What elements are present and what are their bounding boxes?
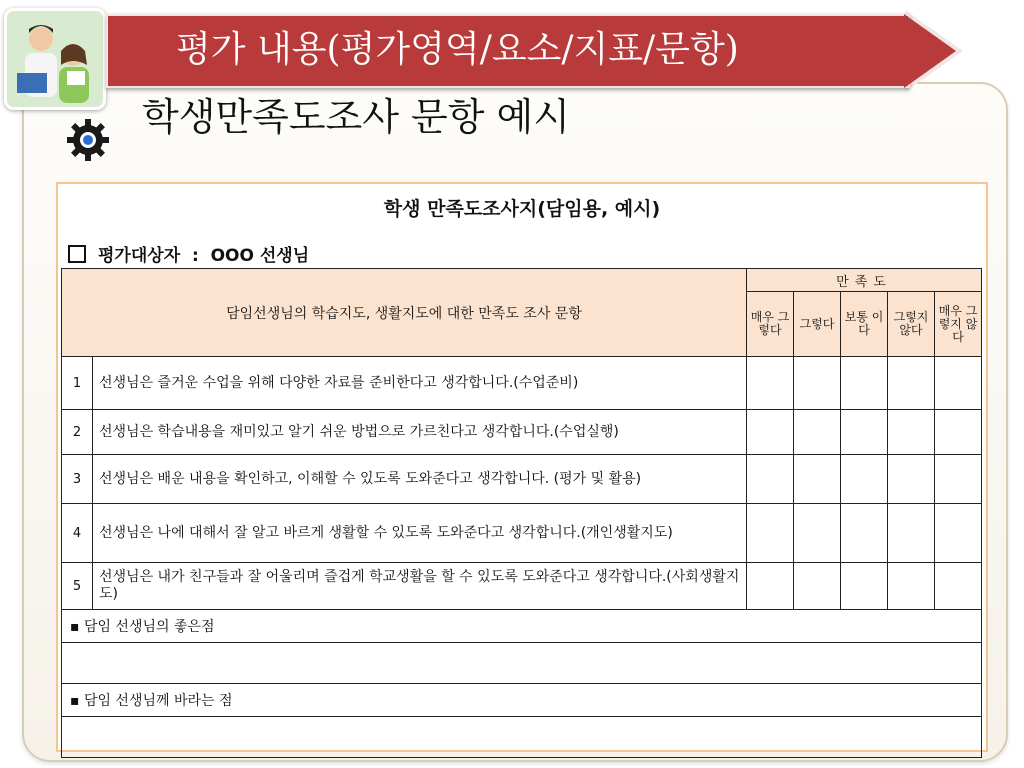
rating-cell[interactable] (841, 357, 888, 410)
question-text: 선생님은 학습내용을 재미있고 알기 쉬운 방법으로 가르친다고 생각합니다.(수업실행) (93, 410, 747, 455)
row-number: 3 (62, 455, 93, 504)
rating-cell[interactable] (935, 410, 982, 455)
rating-cell[interactable] (794, 410, 841, 455)
option-neutral: 보통 이다 (841, 292, 888, 357)
option-agree: 그렇다 (794, 292, 841, 357)
option-strongly-disagree: 매우 그렇지 않다 (935, 292, 982, 357)
question-text: 선생님은 내가 친구들과 잘 어울리며 즐겁게 학교생활을 할 수 있도록 도와준다고 생각합니다.(사회생활지도) (93, 563, 747, 610)
rating-cell[interactable] (935, 357, 982, 410)
rating-cell[interactable] (747, 410, 794, 455)
table-row (62, 410, 982, 455)
rating-cell[interactable] (888, 410, 935, 455)
question-header: 담임선생님의 학습지도, 생활지도에 대한 만족도 조사 문항 (62, 269, 747, 357)
table-row (62, 563, 982, 610)
wishes-answer-area[interactable] (62, 717, 982, 758)
rating-cell[interactable] (841, 563, 888, 610)
survey-table (61, 268, 982, 758)
teachers-photo (4, 8, 106, 110)
banner-title: 평가 내용(평가영역/요소/지표/문항) (176, 29, 739, 70)
rating-cell[interactable] (747, 455, 794, 504)
rating-cell[interactable] (794, 455, 841, 504)
rating-cell[interactable] (888, 357, 935, 410)
rating-cell[interactable] (794, 357, 841, 410)
rating-cell[interactable] (747, 357, 794, 410)
rating-cell[interactable] (841, 504, 888, 563)
rating-cell[interactable] (935, 563, 982, 610)
rating-cell[interactable] (935, 455, 982, 504)
rating-cell[interactable] (747, 504, 794, 563)
rating-cell[interactable] (841, 455, 888, 504)
gear-bullet-icon (66, 118, 110, 162)
rating-cell[interactable] (747, 563, 794, 610)
evaluation-target (68, 241, 309, 266)
rating-cell[interactable] (841, 410, 888, 455)
checkbox-icon (68, 245, 86, 263)
rating-cell[interactable] (888, 455, 935, 504)
option-strongly-agree: 매우 그렇다 (747, 292, 794, 357)
good-points-label: ▪ 담임 선생님의 좋은점 (62, 610, 982, 643)
row-number: 5 (62, 563, 93, 610)
rating-cell[interactable] (794, 563, 841, 610)
wishes-label: ▪ 담임 선생님께 바라는 점 (62, 684, 982, 717)
slide-subtitle: 학생만족도조사 문항 예시 (142, 95, 570, 139)
survey-document (56, 182, 988, 752)
satisfaction-header: 만족도 (747, 269, 982, 292)
document-title: 학생 만족도조사지(담임용, 예시) (383, 198, 661, 220)
table-row (62, 357, 982, 410)
option-disagree: 그렇지 않다 (888, 292, 935, 357)
rating-cell[interactable] (794, 504, 841, 563)
rating-cell[interactable] (888, 504, 935, 563)
row-number: 1 (62, 357, 93, 410)
question-text: 선생님은 나에 대해서 잘 알고 바르게 생활할 수 있도록 도와준다고 생각합니다.(개인생활지도) (93, 504, 747, 563)
target-label: 평가대상자 : OOO 선생님 (98, 246, 310, 266)
row-number: 4 (62, 504, 93, 563)
row-number: 2 (62, 410, 93, 455)
good-points-answer-area[interactable] (62, 643, 982, 684)
rating-cell[interactable] (888, 563, 935, 610)
table-row (62, 455, 982, 504)
rating-cell[interactable] (935, 504, 982, 563)
question-text: 선생님은 즐거운 수업을 위해 다양한 자료를 준비한다고 생각합니다.(수업준비) (93, 357, 747, 410)
question-text: 선생님은 배운 내용을 확인하고, 이해할 수 있도록 도와준다고 생각합니다. (평가 및 활용) (93, 455, 747, 504)
table-row (62, 504, 982, 563)
